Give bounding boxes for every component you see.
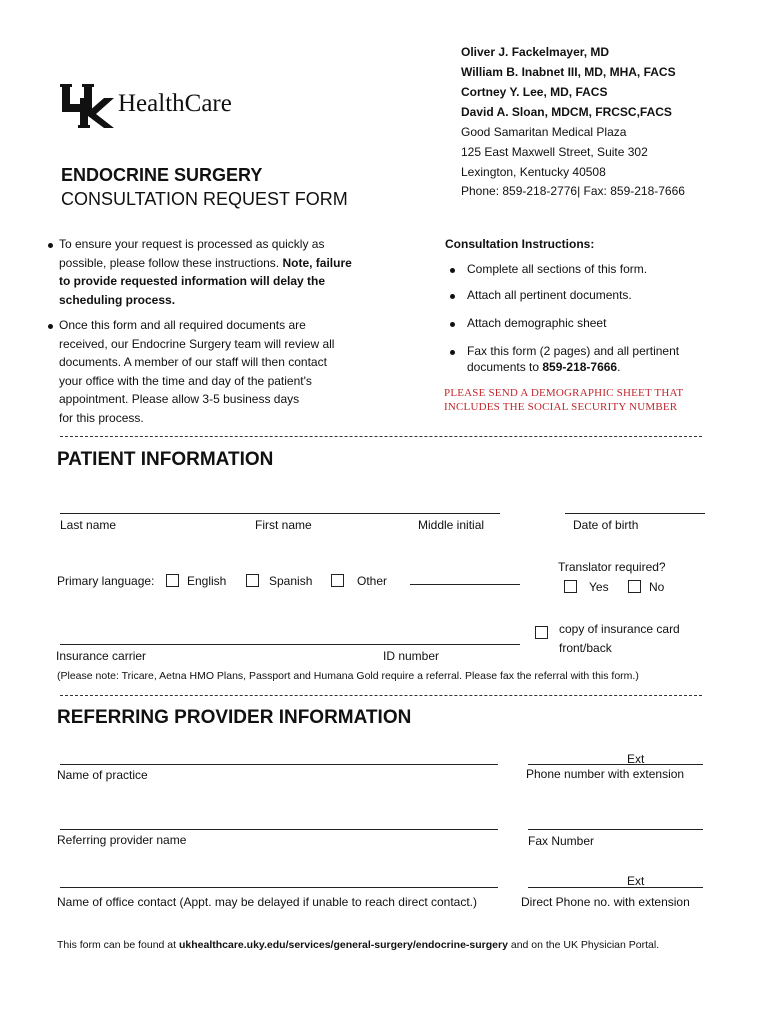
english-label: English	[187, 574, 227, 588]
translator-yes-label: Yes	[589, 580, 609, 594]
other-language-line[interactable]	[410, 584, 520, 585]
first-name-label: First name	[255, 518, 312, 532]
last-name-label: Last name	[60, 518, 117, 532]
fax-line[interactable]	[528, 829, 703, 830]
consult-item-2: Attach all pertinent documents.	[467, 288, 632, 302]
office-contact-line[interactable]	[60, 887, 498, 888]
phone-line[interactable]	[528, 764, 703, 765]
referring-section-heading: REFERRING PROVIDER INFORMATION	[57, 707, 412, 728]
divider	[60, 436, 702, 437]
patient-section-heading: PATIENT INFORMATION	[57, 449, 274, 470]
spanish-label: Spanish	[269, 574, 313, 588]
instruction-1: To ensure your request is processed as quickly as possible, please follow these instructions. Note, failure to provide requested information will delay the scheduling process.	[59, 237, 352, 307]
uk-logo-icon	[60, 82, 116, 130]
address-street: 125 East Maxwell Street, Suite 302	[461, 145, 648, 159]
insurance-card-label-2: front/back	[559, 641, 612, 655]
other-label: Other	[357, 574, 388, 588]
office-contact-label: Name of office contact (Appt. may be delayed if unable to reach direct contact.)	[57, 895, 478, 909]
page-title-line1: ENDOCRINE SURGERY	[61, 165, 263, 185]
dob-label: Date of birth	[573, 518, 639, 532]
doctor-3: Cortney Y. Lee, MD, FACS	[461, 85, 608, 99]
consult-heading: Consultation Instructions:	[445, 237, 595, 251]
direct-ext-label: Ext	[627, 874, 645, 888]
spanish-checkbox[interactable]	[246, 574, 259, 587]
consult-item-1: Complete all sections of this form.	[467, 262, 648, 276]
page-title-line2: CONSULTATION REQUEST FORM	[61, 189, 348, 209]
footer-url-link[interactable]: ukhealthcare.uky.edu/services/general-surgery/endocrine-surgery	[178, 939, 508, 951]
demographic-warning-2: INCLUDES THE SOCIAL SECURITY NUMBER	[444, 401, 678, 413]
bullet-icon	[48, 243, 53, 248]
logo	[60, 82, 260, 130]
bullet-icon	[450, 294, 455, 299]
demographic-warning-1: PLEASE SEND A DEMOGRAPHIC SHEET THAT	[444, 387, 684, 399]
doctor-4: David A. Sloan, MDCM, FRCSC,FACS	[461, 105, 672, 119]
bullet-icon	[450, 322, 455, 327]
insurance-card-label-1: copy of insurance card	[559, 622, 680, 636]
provider-name-line[interactable]	[60, 829, 498, 830]
address-phone-fax: Phone: 859-218-2776| Fax: 859-218-7666	[461, 184, 685, 198]
instruction-2: Once this form and all required documents are received, our Endocrine Surgery team will review all documents. A member of our staff will then contact your office with the time and day of the patient's appointment. Please allow 3-5 business days for this process.	[59, 318, 335, 425]
healthcare-wordmark: HealthCare	[118, 90, 232, 117]
translator-no-checkbox[interactable]	[628, 580, 641, 593]
footer-text: This form can be found at ukhealthcare.uky.edu/services/general-surgery/endocrine-surgery and on the UK Physician Portal.	[57, 939, 660, 951]
consult-item-fax-2: documents to 859-218-7666.	[467, 360, 621, 374]
fax-number-label: Fax Number	[528, 834, 595, 848]
middle-initial-label: Middle initial	[418, 518, 485, 532]
translator-no-label: No	[649, 580, 665, 594]
address-city: Lexington, Kentucky 40508	[461, 165, 606, 179]
direct-phone-label: Direct Phone no. with extension	[521, 895, 690, 909]
other-checkbox[interactable]	[331, 574, 344, 587]
primary-language-label: Primary language:	[57, 574, 155, 588]
address-place: Good Samaritan Medical Plaza	[461, 125, 627, 139]
provider-name-label: Referring provider name	[57, 833, 187, 847]
doctor-2: William B. Inabnet III, MD, MHA, FACS	[461, 65, 676, 79]
referral-note: (Please note: Tricare, Aetna HMO Plans, Passport and Humana Gold require a referral. Please fax the referral with this form.)	[57, 670, 639, 682]
name-line[interactable]	[60, 513, 500, 514]
consult-item-fax-1: Fax this form (2 pages) and all pertinent	[467, 344, 680, 358]
insurance-carrier-label: Insurance carrier	[56, 649, 147, 663]
practice-label: Name of practice	[57, 768, 148, 782]
direct-phone-line[interactable]	[528, 887, 703, 888]
bullet-icon	[450, 268, 455, 273]
phone-ext-label: Ext	[627, 752, 645, 766]
id-number-label: ID number	[383, 649, 440, 663]
practice-line[interactable]	[60, 764, 498, 765]
consult-item-3: Attach demographic sheet	[467, 316, 607, 330]
english-checkbox[interactable]	[166, 574, 179, 587]
bullet-icon	[450, 350, 455, 355]
phone-extension-label: Phone number with extension	[526, 767, 685, 781]
insurance-card-checkbox[interactable]	[535, 626, 548, 639]
dob-line[interactable]	[565, 513, 705, 514]
doctor-1: Oliver J. Fackelmayer, MD	[461, 45, 610, 59]
bullet-icon	[48, 324, 53, 329]
insurance-line[interactable]	[60, 644, 520, 645]
translator-label: Translator required?	[558, 560, 666, 574]
divider	[60, 695, 702, 696]
translator-yes-checkbox[interactable]	[564, 580, 577, 593]
